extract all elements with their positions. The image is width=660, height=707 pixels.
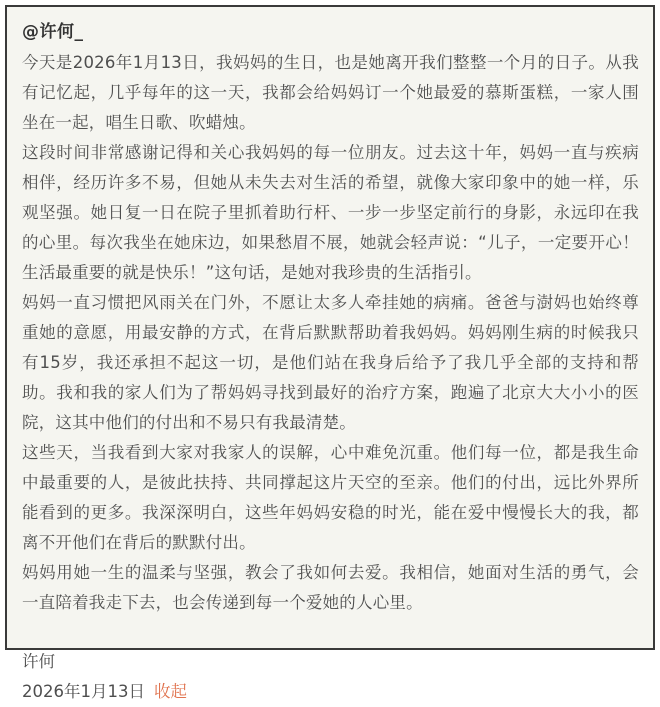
- signature: 许何: [22, 652, 55, 671]
- post-body: [22, 48, 639, 618]
- collapse-link[interactable]: 收起: [154, 682, 187, 701]
- author-handle[interactable]: @许何_: [22, 22, 84, 42]
- post-paragraph: 这些天，当我看到大家对我家人的误解，心中难免沉重。他们每一位，都是我生命中最重要的人，是彼此扶持、共同撑起这片天空的至亲。他们的付出，远比外界所能看到的更多。我深深明白，这些年妈妈安稳的时光，能在爱中慢慢长大的我，都离不开他们在背后的默默付出。: [22, 443, 639, 552]
- post-card: [5, 5, 655, 701]
- date-row: [22, 677, 639, 707]
- post-paragraph: 妈妈一直习惯把风雨关在门外，不愿让太多人牵挂她的病痛。爸爸与澍妈也始终尊重她的意愿，用最安静的方式，在背后默默帮助着我妈妈。妈妈刚生病的时候我只有15岁，我还承担不起这一切，是他们站在我身后给予了我几乎全部的支持和帮助。我和我的家人们为了帮妈妈寻找到最好的治疗方案，跑遍了北京大大小小的医院，这其中他们的付出和不易只有我最清楚。: [22, 293, 639, 432]
- post-paragraph: 妈妈用她一生的温柔与坚强，教会了我如何去爱。我相信，她面对生活的勇气，会一直陪着我走下去，也会传递到每一个爱她的人心里。: [22, 563, 639, 612]
- post-paragraph: 这段时间非常感谢记得和关心我妈妈的每一位朋友。过去这十年，妈妈一直与疾病相伴，经历许多不易，但她从未失去对生活的希望，就像大家印象中的她一样，乐观坚强。她日复一日在院子里抓着助行杆、一步一步坚定前行的身影，永远印在我的心里。每次我坐在她床边，如果愁眉不展，她就会轻声说：“儿子，一定要开心！生活最重要的就是快乐！”这句话，是她对我珍贵的生活指引。: [22, 143, 639, 282]
- post-date: 2026年1月13日: [22, 682, 145, 701]
- post-paragraph: 今天是2026年1月13日，我妈妈的生日，也是她离开我们整整一个月的日子。从我有记忆起，几乎每年的这一天，我都会给妈妈订一个她最爱的慕斯蛋糕，一家人围坐在一起，唱生日歌、吹蜡烛。: [22, 53, 639, 132]
